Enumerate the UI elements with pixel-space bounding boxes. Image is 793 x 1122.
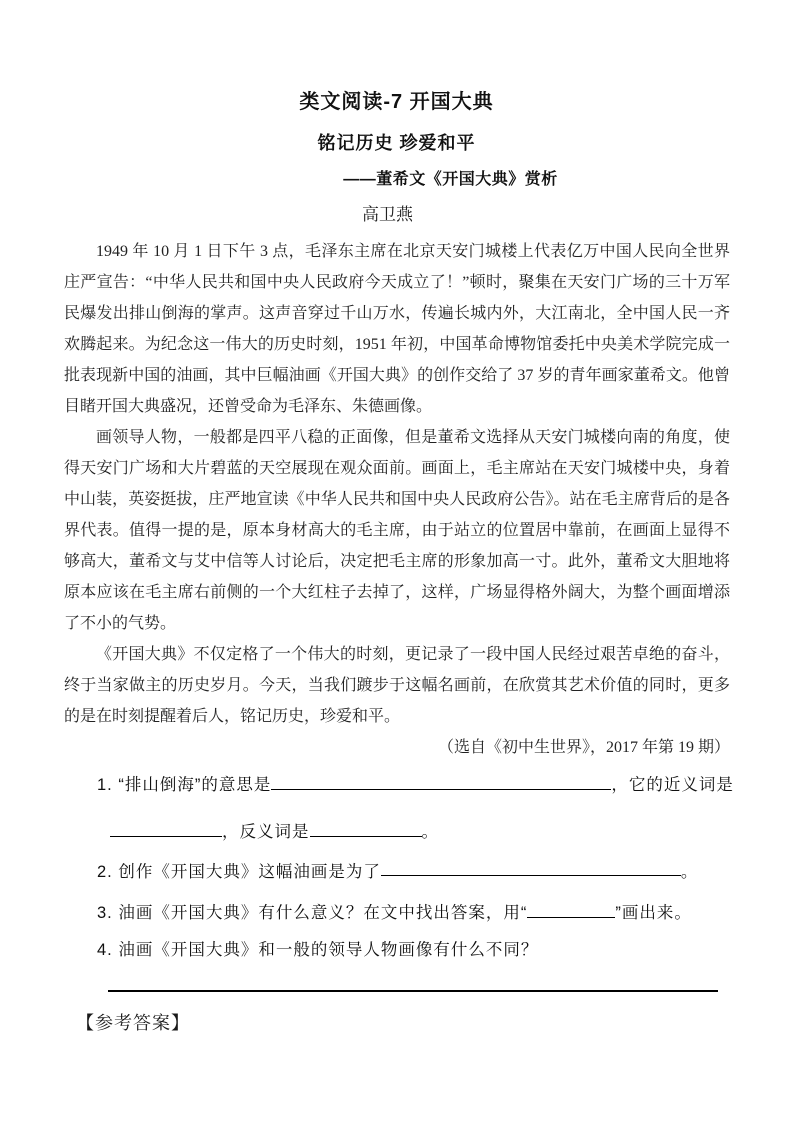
question-text: 3. 油画《开国大典》有什么意义？在文中找出答案，用“ [97, 904, 528, 923]
answer-blank-line [381, 859, 681, 877]
question-2 [64, 859, 740, 883]
answer-blank-line [110, 819, 222, 837]
reference-answers-header: 【参考答案】 [76, 1013, 190, 1033]
question-text: 。 [421, 822, 439, 841]
question-1-line-1 [64, 772, 740, 796]
source-citation: （选自《初中生世界》，2017 年第 19 期） [437, 739, 730, 756]
page-title: 类文阅读-7 开国大典 [299, 91, 494, 113]
footer-separator-line [108, 990, 718, 992]
question-list [64, 772, 740, 961]
article-body [64, 236, 730, 763]
question-4 [64, 939, 740, 961]
question-text: 。 [680, 862, 699, 881]
body-paragraph: 1949 年 10 月 1 日下午 3 点，毛泽东主席在北京天安门城楼上代表亿万中国人民向全世界庄严宣告：“中华人民共和国中央人民政府今天成立了！”顿时，聚集在天安门广场的三十万军民爆发出排山倒海的掌声。这声音穿过千山万水，传遍长城内外，大江南北，全中国人民一齐欢腾起来。为纪念这一伟大的历史时刻，1951 年初，中国革命博物馆委托中央美术学院完成一批表现新中国的油画，其中巨幅油画《开国大典》的创作交给了 37 岁的青年画家董希文。他曾目睹开国大典盛况，还曾受命为毛泽东、朱德画像。 [64, 243, 730, 415]
question-text: ，它的近义词是 [611, 775, 734, 794]
body-paragraph: 《开国大典》不仅定格了一个伟大的时刻，更记录了一段中国人民经过艰苦卓绝的奋斗，终于当家做主的历史岁月。今天，当我们踱步于这幅名画前，在欣赏其艺术价值的同时，更多的是在时刻提醒着后人，铭记历史，珍爱和平。 [64, 646, 730, 725]
question-text: 4. 油画《开国大典》和一般的领导人物画像有什么不同？ [97, 941, 539, 960]
body-paragraph: 画领导人物，一般都是四平八稳的正面像，但是董希文选择从天安门城楼向南的角度，使得天安门广场和大片碧蓝的天空展现在观众面前。画面上，毛主席站在天安门城楼中央，身着中山装，英姿挺拔，庄严地宣读《中华人民共和国中央人民政府公告》。站在毛主席背后的是各界代表。值得一提的是，原本身材高大的毛主席，由于站立的位置居中靠前，在画面上显得不够高大，董希文与艾中信等人讨论后，决定把毛主席的形象加高一寸。此外，董希文大胆地将原本应该在毛主席右前侧的一个大红柱子去掉了，这样，广场显得格外阔大，为整个画面增添了不小的气势。 [64, 429, 730, 632]
author-name: 高卫燕 [362, 205, 413, 224]
question-3 [64, 900, 740, 924]
answer-blank-line [310, 819, 422, 837]
question-text: ”画出来。 [615, 904, 692, 923]
body-paragraphs [64, 236, 730, 732]
answer-blank-line [527, 900, 615, 918]
question-text: 1. “排山倒海”的意思是 [97, 775, 272, 794]
article-title: 铭记历史 珍爱和平 [317, 133, 476, 153]
question-1-line-2 [64, 819, 740, 843]
answer-blank-line [271, 772, 611, 790]
question-text: ，反义词是 [222, 822, 310, 841]
question-text: 2. 创作《开国大典》这幅油画是为了 [97, 862, 381, 881]
article-byline: ——董希文《开国大典》赏析 [343, 171, 558, 188]
